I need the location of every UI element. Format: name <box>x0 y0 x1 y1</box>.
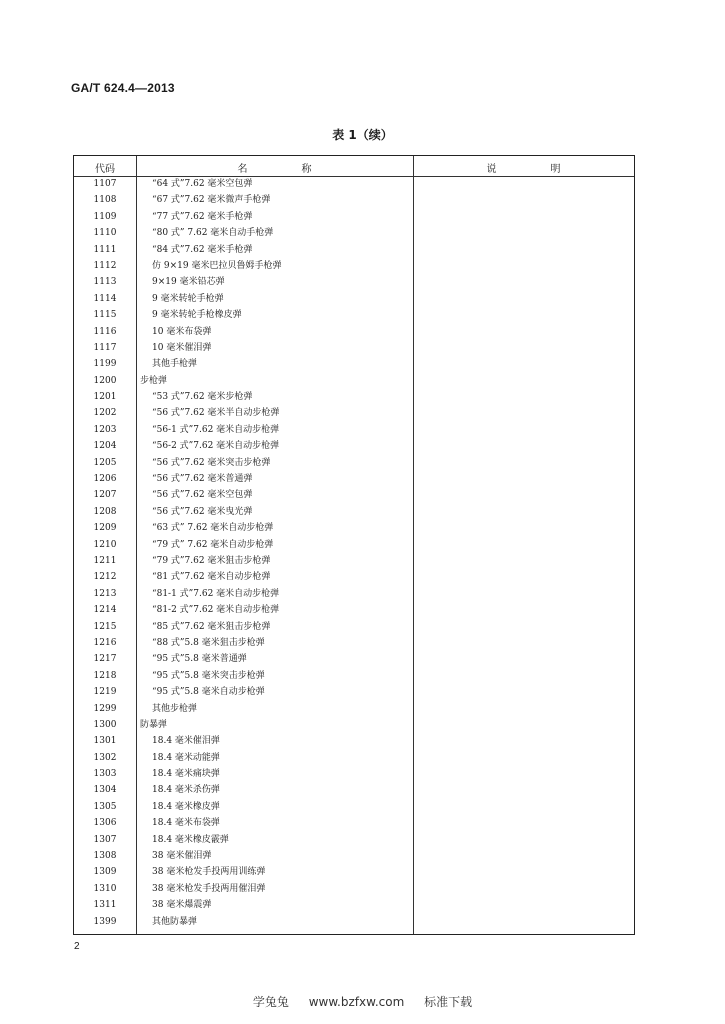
table-row <box>74 356 634 372</box>
row-name: 18.4 毫米橡皮霰弹 <box>152 834 229 845</box>
row-code: 1111 <box>93 244 117 255</box>
table-row <box>74 176 634 192</box>
standard-code: GA/T 624.4—2013 <box>71 81 175 95</box>
row-code: 1200 <box>93 375 117 386</box>
table-row <box>74 422 634 438</box>
row-name: “77 式”7.62 毫米手枪弹 <box>152 211 253 222</box>
row-name: “63 式” 7.62 毫米自动步枪弹 <box>152 523 274 534</box>
table-row <box>74 586 634 602</box>
table-row <box>74 619 634 635</box>
row-code: 1115 <box>93 310 117 321</box>
table-row <box>74 782 634 798</box>
row-name: 18.4 毫米催泪弹 <box>152 736 220 747</box>
row-name: “56 式”7.62 毫米半自动步枪弹 <box>152 408 280 419</box>
row-code: 1107 <box>93 179 117 189</box>
table-row <box>74 504 634 520</box>
row-code: 1310 <box>93 883 117 894</box>
row-name: “80 式” 7.62 毫米自动手枪弹 <box>152 228 274 239</box>
row-code: 1211 <box>93 555 117 566</box>
row-code: 1212 <box>93 572 117 583</box>
row-name: 38 毫米枪发手投两用催泪弹 <box>152 883 266 894</box>
row-name: “64 式”7.62 毫米空包弹 <box>152 179 253 189</box>
row-code: 1305 <box>93 801 117 812</box>
row-name: “56 式”7.62 毫米普通弹 <box>152 474 253 485</box>
row-code: 1306 <box>93 818 117 829</box>
row-code: 1109 <box>93 211 117 222</box>
row-code: 1208 <box>93 506 117 517</box>
table-body <box>74 176 634 930</box>
row-code: 1300 <box>93 719 117 730</box>
table-row <box>74 438 634 454</box>
row-code: 1215 <box>93 621 117 632</box>
table-row <box>74 405 634 421</box>
row-code: 1205 <box>93 457 117 468</box>
table-row <box>74 701 634 717</box>
row-name: “56-1 式”7.62 毫米自动步枪弹 <box>152 424 280 435</box>
table-row <box>74 848 634 864</box>
row-name: “81 式”7.62 毫米自动步枪弹 <box>152 572 271 583</box>
row-name: “56 式”7.62 毫米空包弹 <box>152 490 253 501</box>
row-name: “79 式”7.62 毫米狙击步枪弹 <box>152 555 271 566</box>
row-code: 1302 <box>93 752 117 763</box>
footer-site-name: 学兔兔 <box>252 995 289 1009</box>
footer-watermark <box>0 993 725 1010</box>
table-row <box>74 602 634 618</box>
row-name: 9 毫米转轮手枪弹 <box>152 293 224 304</box>
table-row <box>74 668 634 684</box>
row-code: 1216 <box>93 637 117 648</box>
row-name: “56 式”7.62 毫米曳光弹 <box>152 506 253 517</box>
row-code: 1308 <box>93 851 117 862</box>
row-name: “95 式”5.8 毫米自动步枪弹 <box>152 687 265 698</box>
row-code: 1311 <box>93 900 117 911</box>
table-row <box>74 815 634 831</box>
table-row <box>74 209 634 225</box>
row-name: 仿 9×19 毫米巴拉贝鲁姆手枪弹 <box>152 260 282 271</box>
table-row <box>74 914 634 930</box>
row-code: 1309 <box>93 867 117 878</box>
row-code: 1116 <box>93 326 117 337</box>
row-code: 1301 <box>93 736 117 747</box>
footer-url[interactable]: www.bzfxw.com <box>308 995 405 1009</box>
table-row <box>74 274 634 290</box>
table-row <box>74 733 634 749</box>
table-row <box>74 471 634 487</box>
row-name: 10 毫米布袋弹 <box>152 326 212 337</box>
row-code: 1206 <box>93 474 117 485</box>
table-row <box>74 258 634 274</box>
table-row <box>74 881 634 897</box>
column-header-code: 代码 <box>95 164 115 175</box>
row-name: 9 毫米转轮手枪橡皮弹 <box>152 310 242 321</box>
row-name: 38 毫米爆震弹 <box>152 900 212 911</box>
row-name: “95 式”5.8 毫米突击步枪弹 <box>152 670 265 681</box>
row-code: 1201 <box>93 392 117 403</box>
row-code: 1203 <box>93 424 117 435</box>
table-row <box>74 242 634 258</box>
row-code: 1304 <box>93 785 117 796</box>
table-row <box>74 832 634 848</box>
table-row <box>74 635 634 651</box>
row-name: “95 式”5.8 毫米普通弹 <box>152 654 247 665</box>
column-header-name: 名 称 <box>237 164 334 175</box>
table-row <box>74 717 634 733</box>
table-row <box>74 487 634 503</box>
row-code: 1204 <box>93 441 117 452</box>
row-name: 其他步枪弹 <box>152 703 198 714</box>
row-name: “85 式”7.62 毫米狙击步枪弹 <box>152 621 271 632</box>
row-code: 1218 <box>93 670 117 681</box>
row-name: “88 式”5.8 毫米狙击步枪弹 <box>152 637 265 648</box>
table-row <box>74 766 634 782</box>
row-code: 1117 <box>93 342 117 353</box>
row-code: 1303 <box>93 769 117 780</box>
row-code: 1213 <box>93 588 117 599</box>
row-code: 1202 <box>93 408 117 419</box>
table-row <box>74 520 634 536</box>
table-row <box>74 651 634 667</box>
row-name: 38 毫米催泪弹 <box>152 851 212 862</box>
row-code: 1209 <box>93 523 117 534</box>
row-code: 1199 <box>93 359 117 370</box>
table-row <box>74 537 634 553</box>
row-name: 防暴弹 <box>140 719 168 730</box>
row-code: 1207 <box>93 490 117 501</box>
table-header-row <box>74 156 634 177</box>
code-table <box>73 155 635 935</box>
row-code: 1108 <box>93 195 117 206</box>
row-code: 1112 <box>93 260 117 271</box>
row-code: 1113 <box>93 277 117 288</box>
row-name: 18.4 毫米痛块弹 <box>152 769 220 780</box>
row-name: 9×19 毫米铅芯弹 <box>152 277 225 288</box>
row-name: 其他手枪弹 <box>152 359 198 370</box>
table-row <box>74 324 634 340</box>
row-name: 步枪弹 <box>140 375 168 386</box>
table-row <box>74 340 634 356</box>
row-code: 1110 <box>93 228 117 239</box>
table-row <box>74 684 634 700</box>
row-code: 1399 <box>93 916 117 927</box>
row-code: 1114 <box>93 293 117 304</box>
table-row <box>74 750 634 766</box>
row-name: “53 式”7.62 毫米步枪弹 <box>152 392 253 403</box>
row-name: “81-2 式”7.62 毫米自动步枪弹 <box>152 605 280 616</box>
table-row <box>74 307 634 323</box>
row-name: 10 毫米催泪弹 <box>152 342 212 353</box>
table-row <box>74 373 634 389</box>
table-row <box>74 225 634 241</box>
row-name: 18.4 毫米杀伤弹 <box>152 785 220 796</box>
table-row <box>74 389 634 405</box>
table-row <box>74 192 634 208</box>
row-name: 38 毫米枪发手投两用训练弹 <box>152 867 266 878</box>
table-row <box>74 897 634 913</box>
row-name: “84 式”7.62 毫米手枪弹 <box>152 244 253 255</box>
table-row <box>74 864 634 880</box>
row-code: 1299 <box>93 703 117 714</box>
footer-tagline: 标准下载 <box>424 995 473 1009</box>
row-code: 1307 <box>93 834 117 845</box>
row-name: “81-1 式”7.62 毫米自动步枪弹 <box>152 588 280 599</box>
row-name: “67 式”7.62 毫米微声手枪弹 <box>152 195 271 206</box>
page-number: 2 <box>74 941 80 952</box>
table-caption: 表 1（续） <box>332 128 393 142</box>
table-row <box>74 553 634 569</box>
row-name: “56 式”7.62 毫米突击步枪弹 <box>152 457 271 468</box>
row-code: 1210 <box>93 539 117 550</box>
table-row <box>74 799 634 815</box>
row-name: 18.4 毫米布袋弹 <box>152 818 220 829</box>
column-header-note: 说 明 <box>486 164 583 175</box>
row-code: 1219 <box>93 687 117 698</box>
row-name: 18.4 毫米动能弹 <box>152 752 220 763</box>
row-name: 18.4 毫米橡皮弹 <box>152 801 220 812</box>
row-code: 1214 <box>93 605 117 616</box>
row-code: 1217 <box>93 654 117 665</box>
table-row <box>74 291 634 307</box>
row-name: 其他防暴弹 <box>152 916 198 927</box>
table-row <box>74 569 634 585</box>
row-name: “56-2 式”7.62 毫米自动步枪弹 <box>152 441 280 452</box>
row-name: “79 式” 7.62 毫米自动步枪弹 <box>152 539 274 550</box>
table-row <box>74 455 634 471</box>
